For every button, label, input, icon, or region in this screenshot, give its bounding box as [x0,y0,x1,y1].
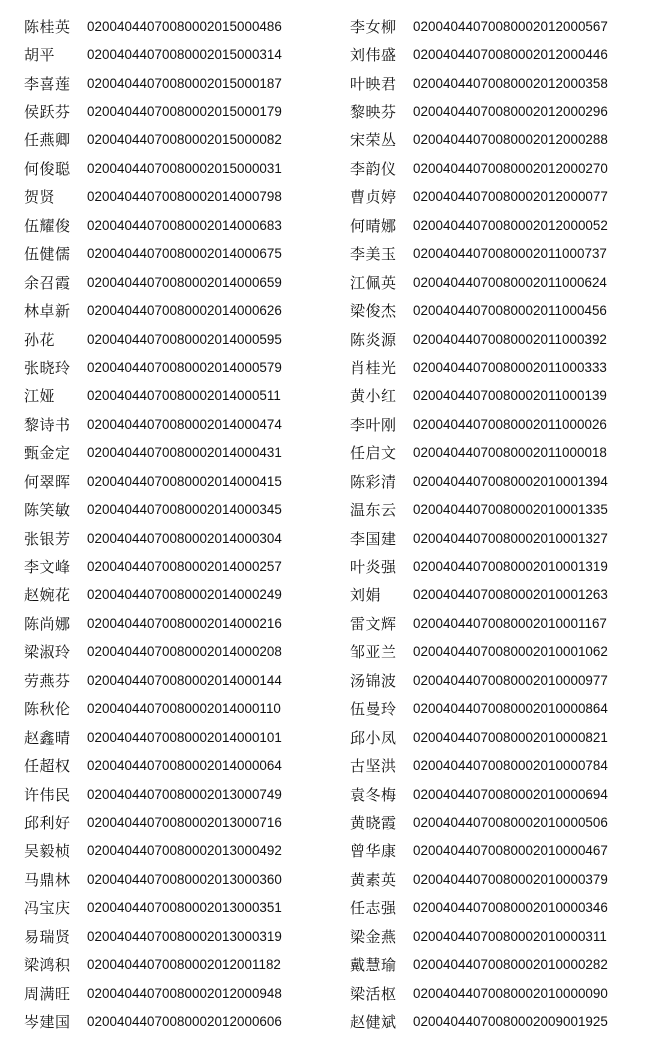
person-name: 李国建 [350,529,397,548]
account-number: 02004044070080002012000358 [413,75,608,91]
person-name: 孙花 [24,330,56,349]
list-item [24,894,349,922]
person-name: 梁鸿积 [24,956,71,975]
person-name: 伍健儒 [24,245,71,264]
person-name: 许伟民 [24,785,71,804]
account-number: 02004044070080002012000270 [413,160,608,176]
list-item [350,1007,650,1035]
account-number: 02004044070080002011000737 [413,246,607,262]
person-name: 伍耀俊 [24,216,71,235]
list-item [350,40,650,68]
person-name: 陈桂英 [24,17,71,36]
list-item [24,552,349,580]
account-number: 02004044070080002013000319 [87,928,282,944]
account-number: 02004044070080002010001263 [413,587,608,603]
list-item [350,495,650,523]
list-item [24,837,349,865]
account-number: 02004044070080002010000506 [413,814,608,830]
list-item [350,467,650,495]
list-item [350,666,650,694]
list-item [350,211,650,239]
person-name: 赵婉花 [24,586,71,605]
person-name: 邱小凤 [350,728,397,747]
list-item [24,353,349,381]
list-item [350,865,650,893]
account-number: 02004044070080002012000948 [87,985,282,1001]
account-number: 02004044070080002014000626 [87,303,282,319]
person-name: 陈彩清 [350,472,397,491]
list-item [350,296,650,324]
account-number: 02004044070080002014000659 [87,274,282,290]
list-item [350,382,650,410]
person-name: 刘娟 [350,586,382,605]
list-item [24,467,349,495]
account-number: 02004044070080002015000486 [87,18,282,34]
person-name: 叶映君 [350,74,397,93]
account-number: 02004044070080002015000082 [87,132,282,148]
account-number: 02004044070080002010001335 [413,502,608,518]
list-item [24,97,349,125]
person-name: 古坚洪 [350,757,397,776]
left-column [24,12,349,1036]
account-number: 02004044070080002015000187 [87,75,282,91]
person-name: 黎诗书 [24,415,71,434]
account-number: 02004044070080002014000101 [87,729,282,745]
account-number: 02004044070080002010000346 [413,900,608,916]
account-number: 02004044070080002011000018 [413,445,607,461]
list-item [350,894,650,922]
person-name: 汤锦波 [350,671,397,690]
person-name: 何俊聪 [24,159,71,178]
list-item [350,240,650,268]
account-number: 02004044070080002011000392 [413,331,607,347]
person-name: 伍曼玲 [350,700,397,719]
list-item [350,552,650,580]
list-item [350,69,650,97]
list-item [24,211,349,239]
list-item [350,751,650,779]
account-number: 02004044070080002010000864 [413,701,608,717]
person-name: 任启文 [350,444,397,463]
person-name: 黎映芬 [350,103,397,122]
person-name: 陈尚娜 [24,614,71,633]
list-item [24,154,349,182]
list-item [24,524,349,552]
account-number: 02004044070080002014000683 [87,217,282,233]
account-number: 02004044070080002015000031 [87,160,282,176]
account-number: 02004044070080002014000675 [87,246,282,262]
account-number: 02004044070080002015000314 [87,47,282,63]
account-number: 02004044070080002014000304 [87,530,282,546]
person-name: 梁俊杰 [350,302,397,321]
list-item [24,1007,349,1035]
list-item [350,808,650,836]
person-name: 劳燕芬 [24,671,71,690]
person-name: 任志强 [350,899,397,918]
person-name: 戴慧瑜 [350,956,397,975]
list-item [24,865,349,893]
person-name: 余召霞 [24,273,71,292]
person-name: 黄素英 [350,870,397,889]
list-item [24,439,349,467]
person-name: 黄晓霞 [350,813,397,832]
account-number: 02004044070080002014000595 [87,331,282,347]
account-number: 02004044070080002010000977 [413,672,608,688]
account-number: 02004044070080002012000296 [413,104,608,120]
list-item [24,325,349,353]
person-name: 刘伟盛 [350,46,397,65]
person-name: 江娅 [24,387,56,406]
account-number: 02004044070080002010000784 [413,758,608,774]
account-number: 02004044070080002012000077 [413,189,608,205]
person-name: 马鼎林 [24,870,71,889]
list-item [24,240,349,268]
account-number: 02004044070080002013000351 [87,900,282,916]
account-number: 02004044070080002012000288 [413,132,608,148]
list-item [350,183,650,211]
account-number: 02004044070080002013000716 [87,814,282,830]
list-item [350,780,650,808]
account-number: 02004044070080002010000090 [413,985,608,1001]
account-number: 02004044070080002014000579 [87,359,282,375]
person-name: 邹亚兰 [350,643,397,662]
person-name: 曾华康 [350,842,397,861]
list-item [350,353,650,381]
account-number: 02004044070080002014000431 [87,445,282,461]
list-item [24,495,349,523]
person-name: 任燕卿 [24,131,71,150]
account-number: 02004044070080002010000821 [413,729,608,745]
list-item [350,325,650,353]
list-item [24,638,349,666]
account-number: 02004044070080002010001327 [413,530,608,546]
person-name: 何翠晖 [24,472,71,491]
account-number: 02004044070080002010000282 [413,957,608,973]
person-name: 温东云 [350,501,397,520]
account-number: 02004044070080002010001319 [413,559,608,575]
person-name: 陈笑敏 [24,501,71,520]
person-name: 陈秋伦 [24,700,71,719]
account-number: 02004044070080002014000249 [87,587,282,603]
account-number: 02004044070080002010000467 [413,843,608,859]
account-number: 02004044070080002014000216 [87,615,282,631]
person-name: 贺贤 [24,188,56,207]
list-item [24,695,349,723]
person-name: 曹贞婷 [350,188,397,207]
account-number: 02004044070080002014000208 [87,644,282,660]
person-name: 张晓玲 [24,358,71,377]
list-item [350,837,650,865]
list-item [24,183,349,211]
right-column [350,12,650,1036]
account-number: 02004044070080002015000179 [87,104,282,120]
list-item [24,69,349,97]
list-item [24,296,349,324]
account-number: 02004044070080002010001394 [413,473,608,489]
list-item [350,581,650,609]
person-name: 梁淑玲 [24,643,71,662]
list-item [350,524,650,552]
list-item [350,154,650,182]
list-item [350,922,650,950]
account-number: 02004044070080002013000360 [87,871,282,887]
list-item [350,410,650,438]
account-number: 02004044070080002012000052 [413,217,608,233]
account-number: 02004044070080002014000064 [87,758,282,774]
account-number: 02004044070080002014000257 [87,559,282,575]
account-number: 02004044070080002010000694 [413,786,608,802]
account-number: 02004044070080002010000379 [413,871,608,887]
list-item [350,268,650,296]
person-name: 叶炎强 [350,558,397,577]
list-item [24,723,349,751]
person-name: 雷文辉 [350,614,397,633]
person-name: 何晴娜 [350,216,397,235]
person-name: 陈炎源 [350,330,397,349]
list-item [24,40,349,68]
list-item [24,382,349,410]
person-name: 李喜莲 [24,74,71,93]
account-number: 02004044070080002011000139 [413,388,607,404]
person-name: 赵鑫晴 [24,728,71,747]
list-item [350,97,650,125]
person-name: 邱利好 [24,813,71,832]
person-name: 李韵仪 [350,159,397,178]
person-name: 胡平 [24,46,56,65]
list-item [350,979,650,1007]
person-name: 周满旺 [24,984,71,1003]
account-number: 02004044070080002014000345 [87,502,282,518]
list-item [350,609,650,637]
list-item [24,609,349,637]
person-name: 梁活枢 [350,984,397,1003]
list-item [24,410,349,438]
person-name: 赵健斌 [350,1013,397,1032]
list-item [24,780,349,808]
list-item [350,439,650,467]
person-name: 冯宝庆 [24,899,71,918]
list-item [24,126,349,154]
person-name: 甄金定 [24,444,71,463]
person-name: 林卓新 [24,302,71,321]
account-number: 02004044070080002012001182 [87,957,281,973]
account-number: 02004044070080002010000311 [413,928,607,944]
account-number: 02004044070080002010001167 [413,615,607,631]
list-item [24,808,349,836]
person-name: 张银芳 [24,529,71,548]
list-item [24,268,349,296]
person-name: 侯跃芬 [24,103,71,122]
list-item [24,666,349,694]
person-name: 任超权 [24,757,71,776]
list-item [24,581,349,609]
person-name: 袁冬梅 [350,785,397,804]
person-name: 吴毅桢 [24,842,71,861]
account-number: 02004044070080002013000749 [87,786,282,802]
person-name: 宋荣丛 [350,131,397,150]
account-number: 02004044070080002014000415 [87,473,282,489]
list-item [350,126,650,154]
account-number: 02004044070080002011000456 [413,303,607,319]
person-name: 李文峰 [24,558,71,577]
list-item [24,922,349,950]
list-item [24,979,349,1007]
person-name: 梁金燕 [350,927,397,946]
account-number: 02004044070080002011000026 [413,416,607,432]
list-item [24,751,349,779]
list-item [350,12,650,40]
person-name: 李女柳 [350,17,397,36]
account-number: 02004044070080002009001925 [413,1014,608,1030]
person-name: 李叶刚 [350,415,397,434]
person-name: 易瑞贤 [24,927,71,946]
list-item [350,638,650,666]
list-item [24,12,349,40]
account-number: 02004044070080002014000144 [87,672,282,688]
person-name: 岑建国 [24,1013,71,1032]
account-number: 02004044070080002014000798 [87,189,282,205]
person-name: 黄小红 [350,387,397,406]
account-number: 02004044070080002014000474 [87,416,282,432]
account-number: 02004044070080002011000624 [413,274,607,290]
account-number: 02004044070080002013000492 [87,843,282,859]
person-name: 肖桂光 [350,358,397,377]
person-name: 江佩英 [350,273,397,292]
list-item [350,723,650,751]
account-number: 02004044070080002012000446 [413,47,608,63]
list-item [24,950,349,978]
account-number: 02004044070080002012000606 [87,1014,282,1030]
account-number: 02004044070080002012000567 [413,18,608,34]
list-item [350,695,650,723]
account-number: 02004044070080002011000333 [413,359,607,375]
account-number: 02004044070080002014000110 [87,701,281,717]
list-item [350,950,650,978]
account-number: 02004044070080002010001062 [413,644,608,660]
person-name: 李美玉 [350,245,397,264]
account-number: 02004044070080002014000511 [87,388,281,404]
